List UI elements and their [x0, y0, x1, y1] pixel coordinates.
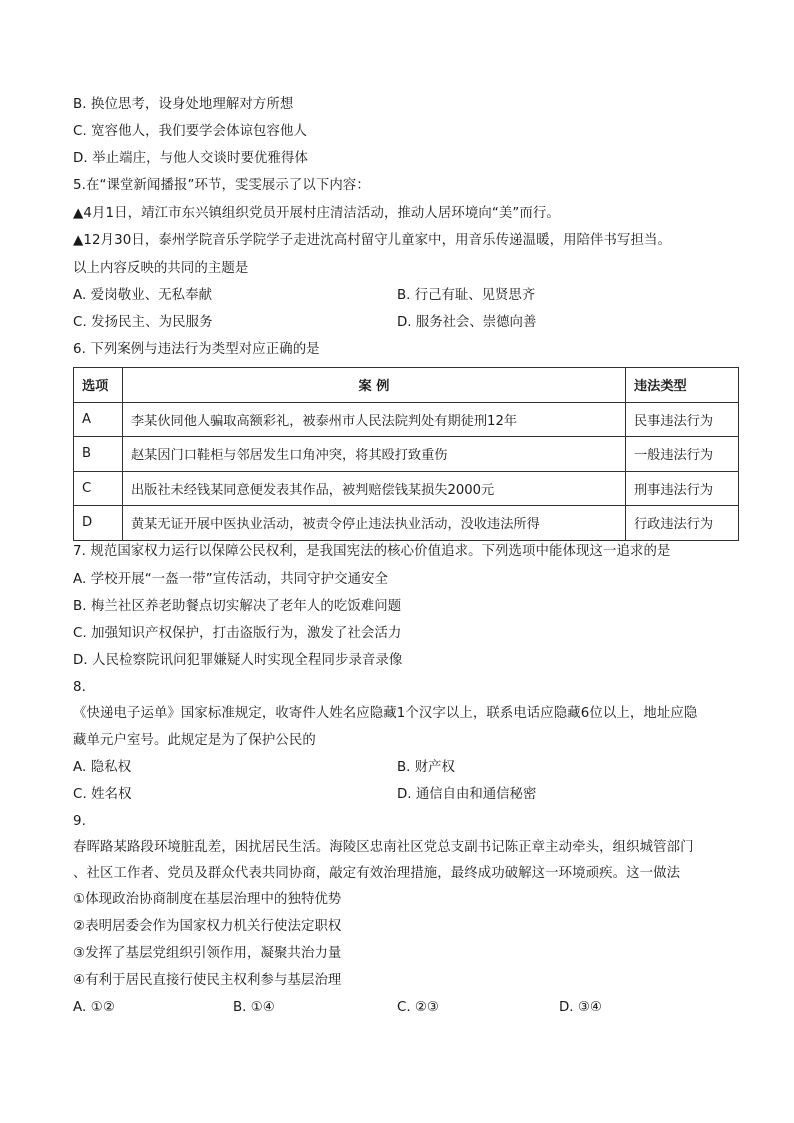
- row-option: D: [74, 506, 123, 541]
- case-table: [73, 367, 739, 541]
- row-option: C: [74, 471, 123, 506]
- row-case: 赵某因门口鞋柜与邻居发生口角冲突，将其殴打致重伤: [123, 437, 626, 472]
- q5-option-d: D. 服务社会、崇德向善: [397, 315, 537, 330]
- q9-statement-3: ③发挥了基层党组织引领作用，凝聚共治力量: [73, 946, 342, 961]
- q7-option-b: B. 梅兰社区养老助餐点切实解决了老年人的吃饭难问题: [73, 599, 402, 614]
- q7-stem: 7. 规范国家权力运行以保障公民权利，是我国宪法的核心价值追求。下列选项中能体现这一追求的是: [73, 544, 671, 559]
- q8-option-c: C. 姓名权: [73, 787, 132, 802]
- q9-option-d: D. ③④: [559, 1000, 602, 1015]
- row-type: 刑事违法行为: [626, 471, 739, 506]
- q9-number: 9.: [73, 814, 86, 829]
- q9-option-b: B. ①④: [233, 1000, 275, 1015]
- q4-option-d: D. 举止端庄，与他人交谈时要优雅得体: [73, 151, 308, 166]
- row-case: 李某伙同他人骗取高额彩礼，被泰州市人民法院判处有期徒刑12年: [123, 402, 626, 437]
- q8-option-d: D. 通信自由和通信秘密: [397, 787, 537, 802]
- q5-stem: 5.在“课堂新闻播报”环节，雯雯展示了以下内容：: [73, 178, 370, 193]
- row-type: 一般违法行为: [626, 437, 739, 472]
- table-row: [74, 506, 739, 541]
- q8-line-2: 藏单元户室号。此规定是为了保护公民的: [73, 733, 316, 748]
- q9-option-c: C. ②③: [397, 1000, 439, 1015]
- q8-line-1: 《快递电子运单》国家标准规定，收寄件人姓名应隐藏1个汉字以上，联系电话应隐藏6位以上，地址应隐: [73, 706, 698, 721]
- q5-question: 以上内容反映的共同的主题是: [73, 261, 249, 276]
- q8-option-b: B. 财产权: [397, 760, 455, 775]
- table-row: [74, 402, 739, 437]
- q8-number: 8.: [73, 680, 86, 695]
- q6-stem: 6. 下列案例与违法行为类型对应正确的是: [73, 342, 320, 357]
- row-type: 民事违法行为: [626, 402, 739, 437]
- q7-option-c: C. 加强知识产权保护，打击盗版行为，激发了社会活力: [73, 626, 402, 641]
- header-option: 选项: [74, 368, 123, 403]
- q7-option-d: D. 人民检察院讯问犯罪嫌疑人时实现全程同步录音录像: [73, 653, 403, 668]
- q4-option-b: B. 换位思考，设身处地理解对方所想: [73, 97, 294, 112]
- q4-option-c: C. 宽容他人，我们要学会体谅包容他人: [73, 124, 308, 139]
- row-case: 出版社未经钱某同意便发表其作品，被判赔偿钱某损失2000元: [123, 471, 626, 506]
- row-type: 行政违法行为: [626, 506, 739, 541]
- q9-statement-1: ①体现政治协商制度在基层治理中的独特优势: [73, 892, 342, 907]
- q9-statement-2: ②表明居委会作为国家权力机关行使法定职权: [73, 919, 342, 934]
- q9-option-a: A. ①②: [73, 1000, 115, 1015]
- q5-option-a: A. 爱岗敬业、无私奉献: [73, 288, 213, 303]
- row-case: 黄某无证开展中医执业活动，被责令停止违法执业活动，没收违法所得: [123, 506, 626, 541]
- row-option: B: [74, 437, 123, 472]
- header-type: 违法类型: [626, 368, 739, 403]
- row-option: A: [74, 402, 123, 437]
- q9-line-2: 、社区工作者、党员及群众代表共同协商，敲定有效治理措施，最终成功破解这一环境顽疾。这一做法: [73, 866, 681, 881]
- q5-option-b: B. 行己有耻、见贤思齐: [397, 288, 536, 303]
- q5-option-c: C. 发扬民主、为民服务: [73, 315, 213, 330]
- table-row: [74, 471, 739, 506]
- q9-line-1: 春晖路某路段环境脏乱差，困扰居民生活。海陵区忠南社区党总支副书记陈正章主动牵头，组织城管部门: [73, 840, 694, 855]
- q5-item-1: ▲4月1日，靖江市东兴镇组织党员开展村庄清洁活动，推动人居环境向“美”而行。: [73, 206, 560, 221]
- q9-statement-4: ④有利于居民直接行使民主权利参与基层治理: [73, 973, 342, 988]
- q8-option-a: A. 隐私权: [73, 760, 132, 775]
- header-case: 案 例: [123, 368, 626, 403]
- q7-option-a: A. 学校开展“一盔一带”宣传活动，共同守护交通安全: [73, 572, 389, 587]
- table-row: [74, 437, 739, 472]
- table-header-row: [74, 368, 739, 403]
- q5-item-2: ▲12月30日，泰州学院音乐学院学子走进沈高村留守儿童家中，用音乐传递温暖，用陪伴书写担当。: [73, 233, 671, 248]
